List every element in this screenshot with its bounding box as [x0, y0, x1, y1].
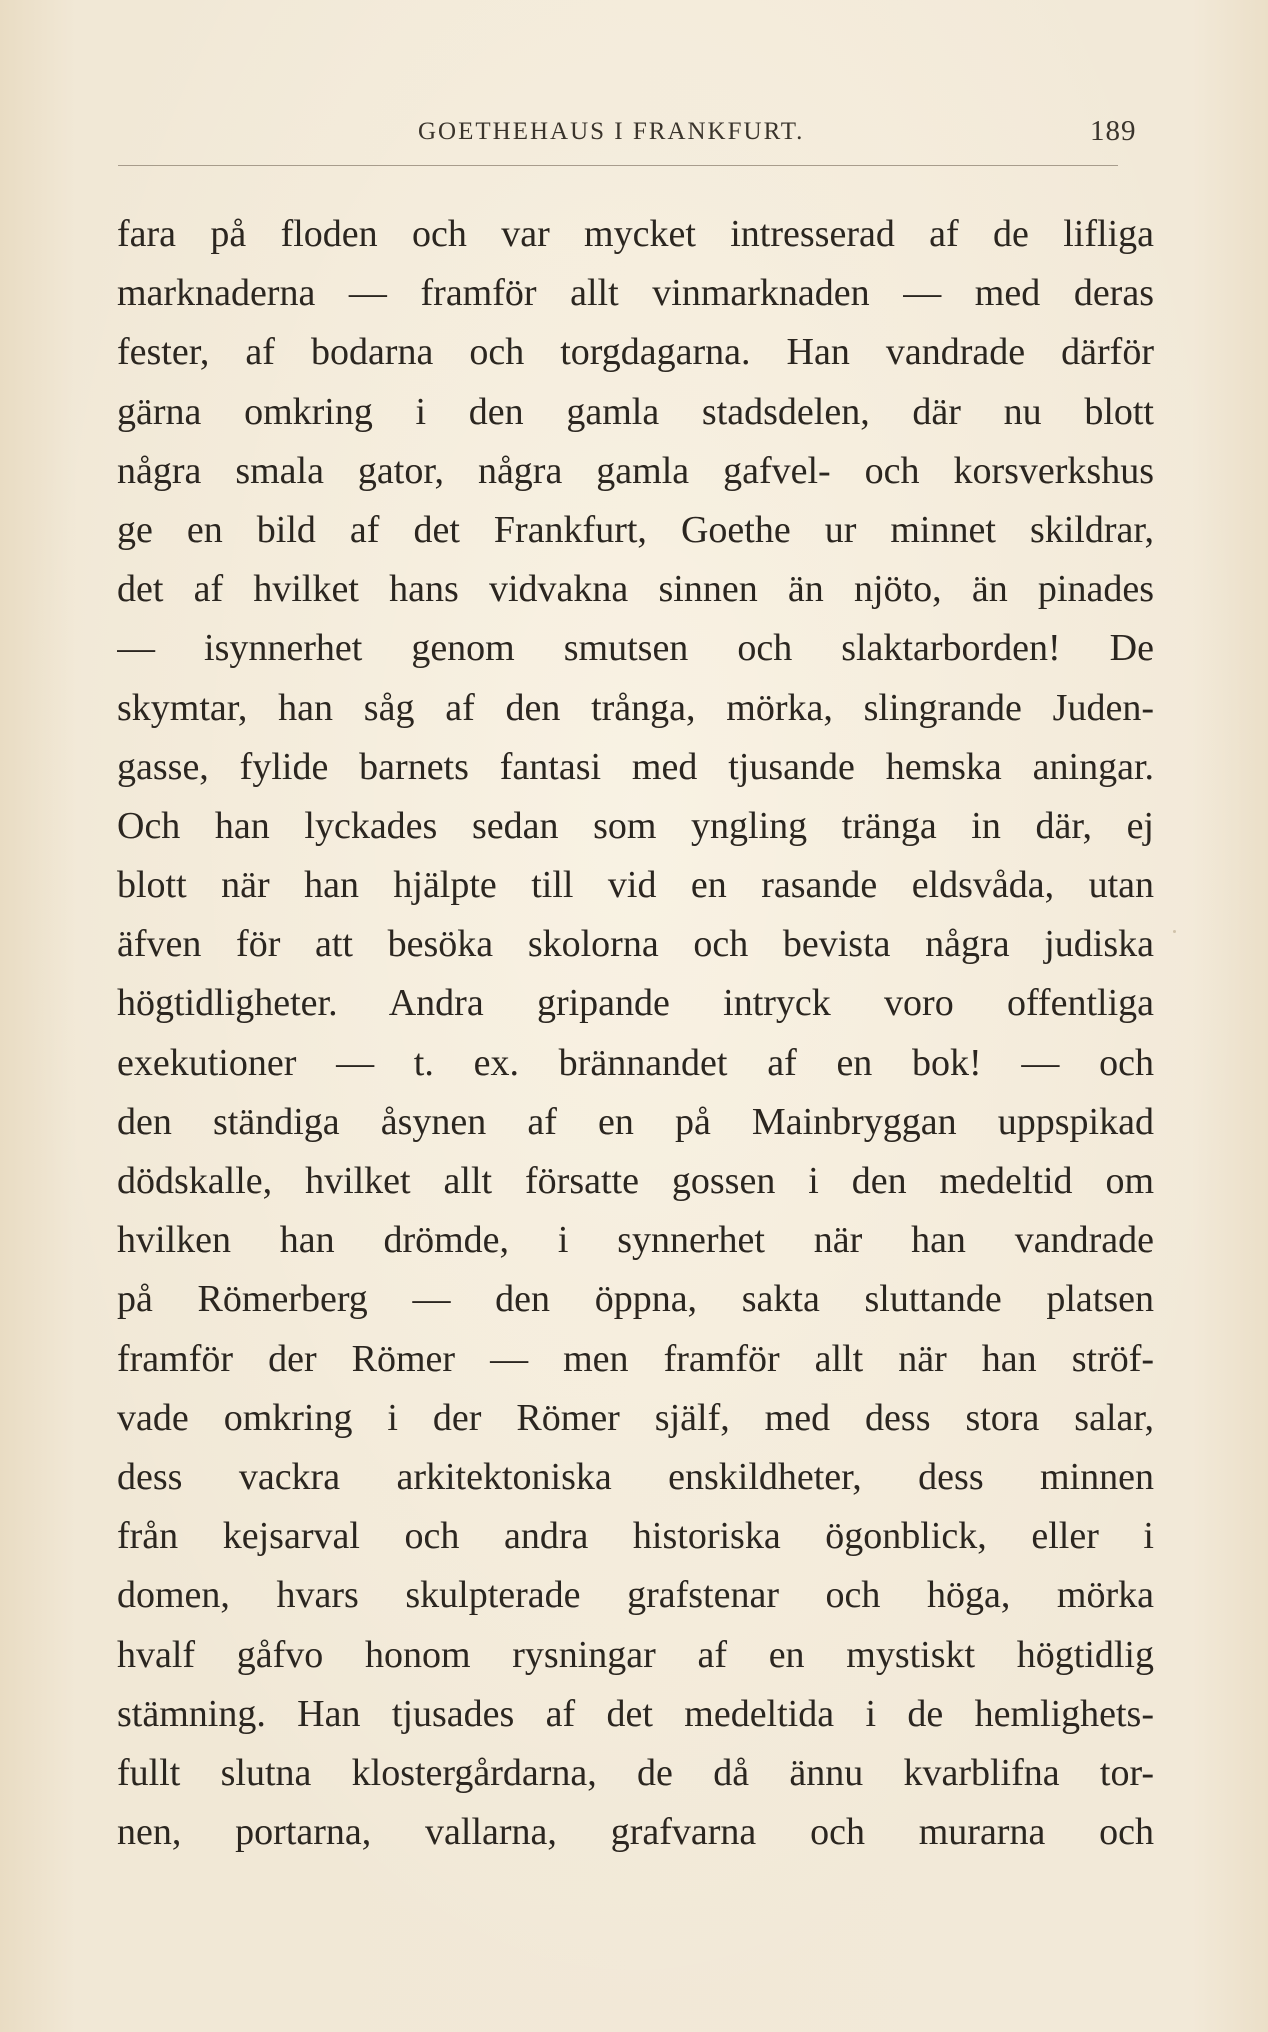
- paper-speck: [1173, 930, 1176, 933]
- text-line: fullt slutna klostergårdarna, de då ännu kvarblifna tor-: [117, 1751, 1154, 1794]
- running-title: GOETHEHAUS I FRANKFURT.: [418, 118, 805, 145]
- text-line: några smala gator, några gamla gafvel- och korsverkshus: [117, 449, 1154, 492]
- text-line: Och han lyckades sedan som yngling tränga in där, ej: [117, 804, 1154, 847]
- body-paragraph: [117, 205, 1154, 1862]
- text-line: blott när han hjälpte till vid en rasande eldsvåda, utan: [117, 864, 1154, 907]
- text-line: från kejsarval och andra historiska ögonblick, eller i: [117, 1515, 1154, 1558]
- text-line: exekutioner — t. ex. brännandet af en bok! — och: [117, 1041, 1154, 1084]
- text-line: gasse, fylide barnets fantasi med tjusande hemska aningar.: [117, 745, 1154, 788]
- text-line: — isynnerhet genom smutsen och slaktarborden! De: [117, 627, 1154, 670]
- text-line: domen, hvars skulpterade grafstenar och höga, mörka: [117, 1574, 1154, 1617]
- text-line: ge en bild af det Frankfurt, Goethe ur minnet skildrar,: [117, 508, 1154, 551]
- text-line: marknaderna — framför allt vinmarknaden — med deras: [117, 272, 1154, 315]
- text-line: framför der Römer — men framför allt när han ströf-: [117, 1337, 1154, 1380]
- text-line: gärna omkring i den gamla stadsdelen, där nu blott: [117, 390, 1154, 433]
- text-line: fester, af bodarna och torgdagarna. Han vandrade därför: [117, 331, 1154, 374]
- text-line: dödskalle, hvilket allt försatte gossen i den medeltid om: [117, 1160, 1154, 1202]
- text-line: högtidligheter. Andra gripande intryck voro offentliga: [117, 982, 1154, 1025]
- text-line: nen, portarna, vallarna, grafvarna och murarna och: [117, 1811, 1154, 1854]
- page-number: 189: [1090, 115, 1137, 147]
- text-line: äfven för att besöka skolorna och bevista några judiska: [117, 923, 1154, 966]
- text-line: hvalf gåfvo honom rysningar af en mystiskt högtidlig: [117, 1633, 1154, 1676]
- text-line: det af hvilket hans vidvakna sinnen än njöto, än pinades: [117, 568, 1154, 611]
- text-line: den ständiga åsynen af en på Mainbryggan uppspikad: [117, 1100, 1154, 1143]
- text-line: dess vackra arkitektoniska enskildheter, dess minnen: [117, 1455, 1154, 1498]
- text-line: stämning. Han tjusades af det medeltida i de hemlighets-: [117, 1692, 1154, 1735]
- running-head: [0, 112, 1268, 152]
- text-line: skymtar, han såg af den trånga, mörka, slingrande Juden-: [117, 686, 1154, 729]
- text-line: på Römerberg — den öppna, sakta sluttande platsen: [117, 1278, 1154, 1321]
- text-line: vade omkring i der Römer själf, med dess stora salar,: [117, 1396, 1154, 1439]
- header-rule: [118, 165, 1118, 166]
- text-line: fara på floden och var mycket intresserad af de lifliga: [117, 213, 1154, 255]
- text-line: hvilken han drömde, i synnerhet när han vandrade: [117, 1219, 1154, 1262]
